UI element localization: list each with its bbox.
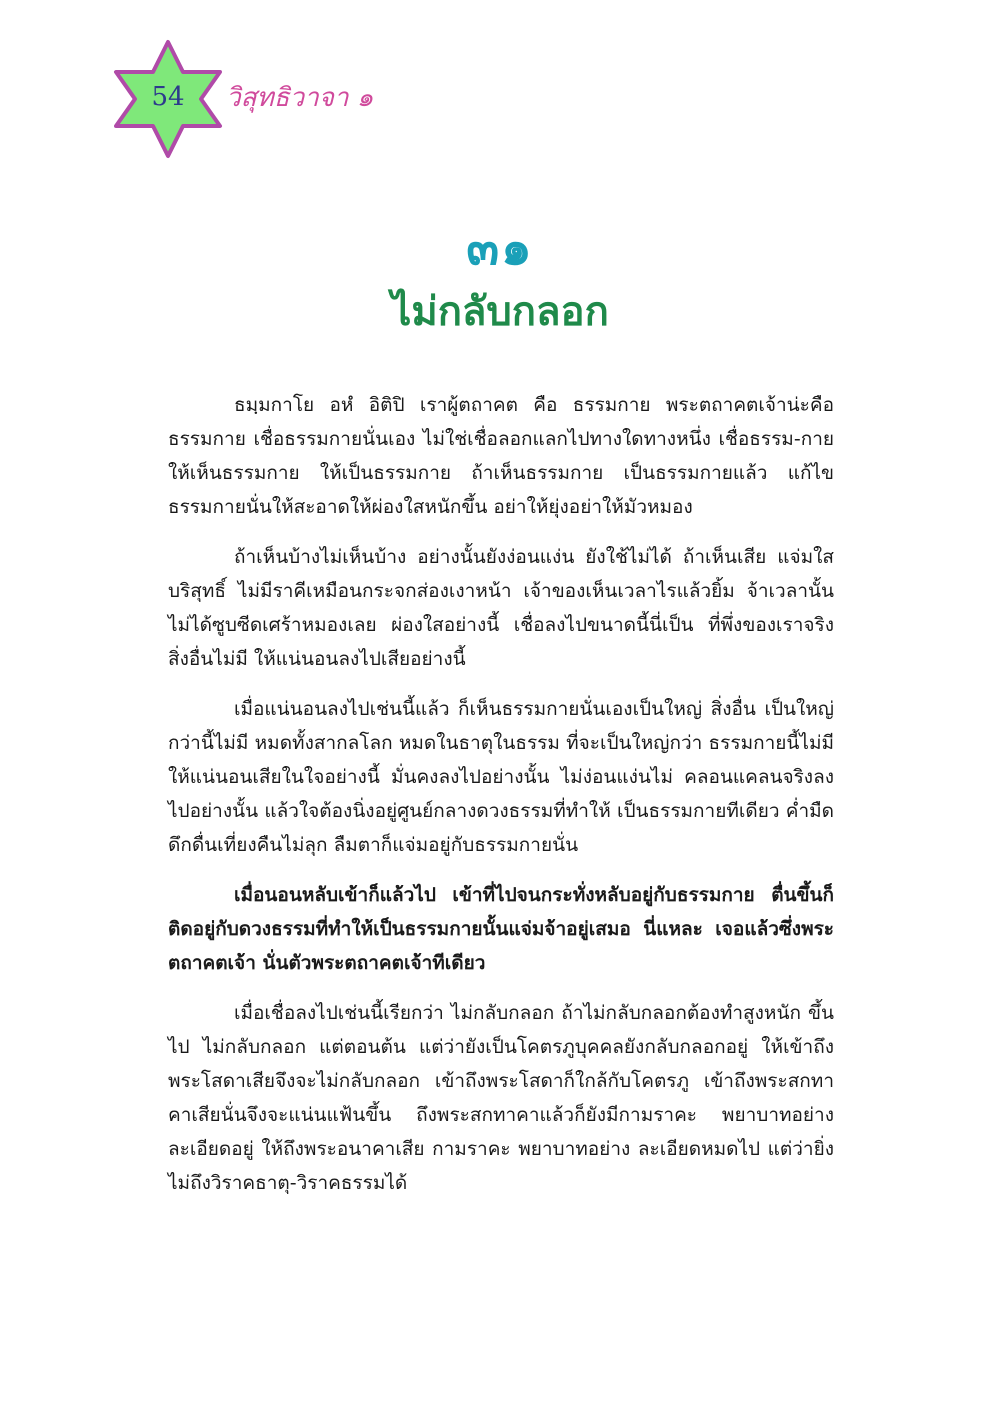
paragraph-2: ถ้าเห็นบ้างไม่เห็นบ้าง อย่างนั้นยังง่อนแง่น ยังใช้ไม่ได้ ถ้าเห็นเสีย แจ่มใสบริสุทธิ์ ไม่มีราคีเหมือนกระจกส่องเงาหน้า เจ้าของเห็นเวลาไรแล้วยิ้ม จ้าเวลานั้น ไม่ได้ซูบซีดเศร้าหมองเลย ผ่องใสอย่างนี้ เชื่อลงไปขนาดนี้นี่เป็น ที่พึ่งของเราจริง สิ่งอื่นไม่มี ให้แน่นอนลงไปเสียอย่างนี้ (168, 546, 834, 670)
book-title: วิสุทธิวาจา ๑ (226, 83, 374, 113)
chapter-title: ไม่กลับกลอก (391, 289, 609, 335)
chapter-number: ๓๑ (466, 220, 534, 276)
paragraph-4-bold: เมื่อนอนหลับเข้าก็แล้วไป เข้าที่ไปจนกระทั่งหลับอยู่กับธรรมกาย ตื่นขึ้นก็ติดอยู่กับดวงธรรมที่ทำให้เป็นธรรมกายนั้นแจ่มจ้าอยู่เสมอ นี่แหละ เจอแล้วซึ่งพระตถาคตเจ้า นั่นตัวพระตถาคตเจ้าทีเดียว (168, 884, 834, 974)
body-text (168, 388, 834, 1216)
page-header (112, 38, 532, 160)
page-number: 54 (151, 82, 185, 112)
paragraph-3: เมื่อแน่นอนลงไปเช่นนี้แล้ว ก็เห็นธรรมกายนั่นเองเป็นใหญ่ สิ่งอื่น เป็นใหญ่กว่านี้ไม่มี หมดทั้งสากลโลก หมดในธาตุในธรรม ที่จะเป็นใหญ่กว่า ธรรมกายนี้ไม่มี ให้แน่นอนเสียในใจอย่างนี้ มั่นคงลงไปอย่างนั้น ไม่ง่อนแง่นไม่ คลอนแคลนจริงลงไปอย่างนั้น แล้วใจต้องนิ่งอยู่ศูนย์กลางดวงธรรมที่ทำให้ เป็นธรรมกายทีเดียว ค่ำมืดดึกดื่นเที่ยงคืนไม่ลุก ลืมตาก็แจ่มอยู่กับธรรมกายนั่น (168, 698, 834, 856)
paragraph-5: เมื่อเชื่อลงไปเช่นนี้เรียกว่า ไม่กลับกลอก ถ้าไม่กลับกลอกต้องทำสูงหนัก ขึ้นไป ไม่กลับกลอก แต่ตอนต้น แต่ว่ายังเป็นโคตรภูบุคคลยังกลับกลอกอยู่ ให้เข้าถึงพระโสดาเสียจึงจะไม่กลับกลอก เข้าถึงพระโสดาก็ใกล้กับโคตรภู เข้าถึงพระสกทาคาเสียนั่นจึงจะแน่นแฟ้นขึ้น ถึงพระสกทาคาแล้วก็ยังมีกามราคะ พยาบาทอย่างละเอียดอยู่ ให้ถึงพระอนาคาเสีย กามราคะ พยาบาทอย่าง ละเอียดหมดไป แต่ว่ายิ่งไม่ถึงวิราคธาตุ-วิราคธรรมได้ (168, 1002, 834, 1194)
paragraph-1: ธมฺมกาโย อหํ อิติปิ เราผู้ตถาคต คือ ธรรมกาย พระตถาคตเจ้าน่ะคือ ธรรมกาย เชื่อธรรมกายนั่นเอง ไม่ใช่เชื่อลอกแลกไปทางใดทางหนึ่ง เชื่อธรรม-กาย ให้เห็นธรรมกาย ให้เป็นธรรมกาย ถ้าเห็นธรรมกาย เป็นธรรมกายแล้ว แก้ไขธรรมกายนั่นให้สะอาดให้ผ่องใสหนักขึ้น อย่าให้ยุ่งอย่าให้มัวหมอง (168, 394, 834, 518)
